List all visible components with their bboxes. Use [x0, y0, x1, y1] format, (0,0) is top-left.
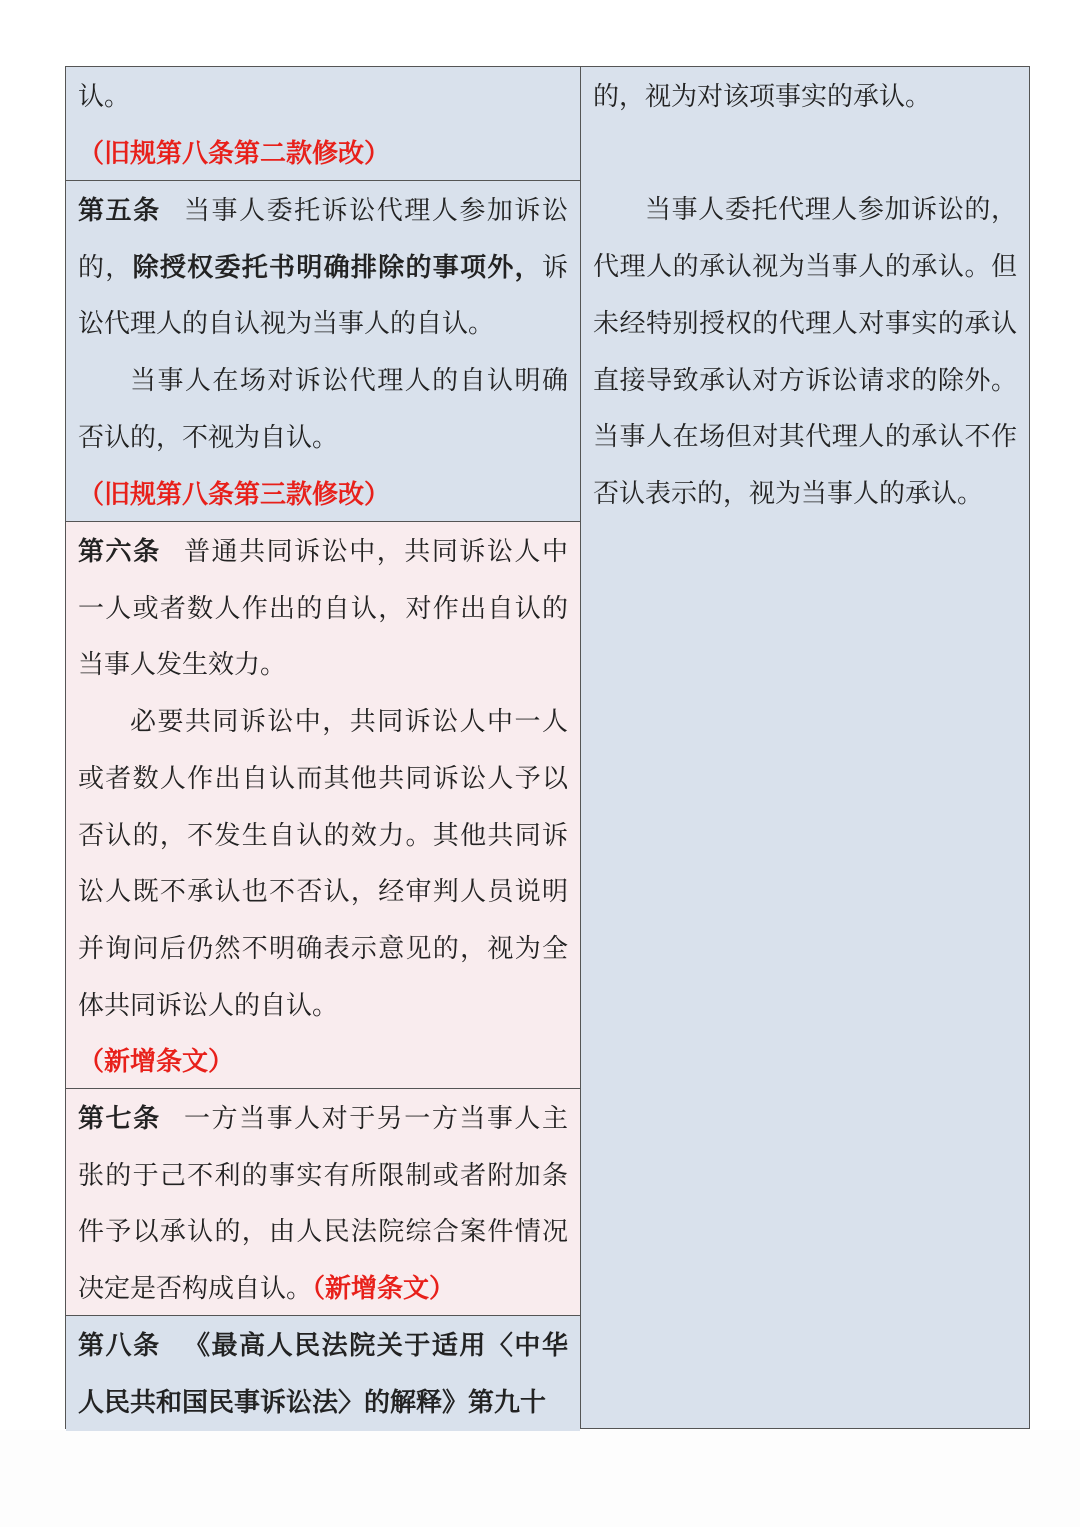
text-run: 普通共同诉讼中，共同诉讼人中一人或者数人作出的自认，对作出自认的当事人发生效力。	[78, 537, 568, 681]
article-number: 第五条	[78, 196, 161, 226]
article-number: 第六条	[78, 537, 161, 567]
blank-line	[593, 126, 1017, 183]
table-cell-article-6	[66, 522, 580, 1089]
paragraph: 当事人在场对诉讼代理人的自认明确否认的，不视为自认。	[78, 366, 568, 453]
text-run: 诉讼代理人的自认视为当事人的自认。	[78, 252, 568, 340]
table-cell-article-8	[66, 1316, 580, 1431]
revision-note: （旧规第八条第三款修改）	[78, 479, 391, 510]
table-cell-article-7	[66, 1089, 580, 1316]
paragraph: 当事人委托代理人参加诉讼的，代理人的承认视为当事人的承认。但未经特别授权的代理人对事实的承认直接导致承认对方诉讼请求的除外。当事人在场但对其代理人的承认不作否认表示的，视为当事人的承认。	[593, 195, 1017, 509]
article-number: 第七条	[78, 1104, 161, 1134]
page-margin	[0, 1430, 1080, 1527]
revision-note: （旧规第八条第二款修改）	[78, 138, 391, 169]
comparison-table	[65, 66, 1030, 1429]
text-run: 一方当事人对于另一方当事人主张的于己不利的事实有所限制或者附加条件予以承认的，由人民法院综合案件情况决定是否构成自认。	[78, 1104, 568, 1305]
table-cell-article-4-end	[66, 67, 580, 181]
text-run: 当事人委托诉讼代理人参加诉讼的，	[78, 196, 568, 283]
bold-text-run: 除授权委托书明确排除的事项外，	[132, 252, 542, 283]
paragraph	[78, 183, 568, 353]
paragraph: 的，视为对该项事实的承认。	[593, 82, 932, 112]
article-number: 第八条	[78, 1331, 161, 1361]
revision-note: （新增条文）	[78, 1047, 235, 1078]
paragraph	[78, 524, 568, 694]
old-rules-column	[581, 67, 1029, 1428]
table-cell-article-5	[66, 181, 580, 522]
paragraph	[78, 1318, 568, 1431]
paragraph: 认。	[78, 82, 131, 112]
bold-text-run: 《最高人民法院关于适用〈中华人民共和国民事诉讼法〉的解释》第九十	[78, 1331, 568, 1418]
revision-note: （新增条文）	[312, 1274, 456, 1305]
paragraph: 必要共同诉讼中，共同诉讼人中一人或者数人作出自认而其他共同诉讼人予以否认的，不发生自认的效力。其他共同诉讼人既不承认也不否认，经审判人员说明并询问后仍然不明确表示意见的，视为全体共同诉讼人的自认。	[78, 707, 568, 1021]
new-rules-column	[66, 67, 581, 1428]
paragraph	[78, 1091, 568, 1318]
